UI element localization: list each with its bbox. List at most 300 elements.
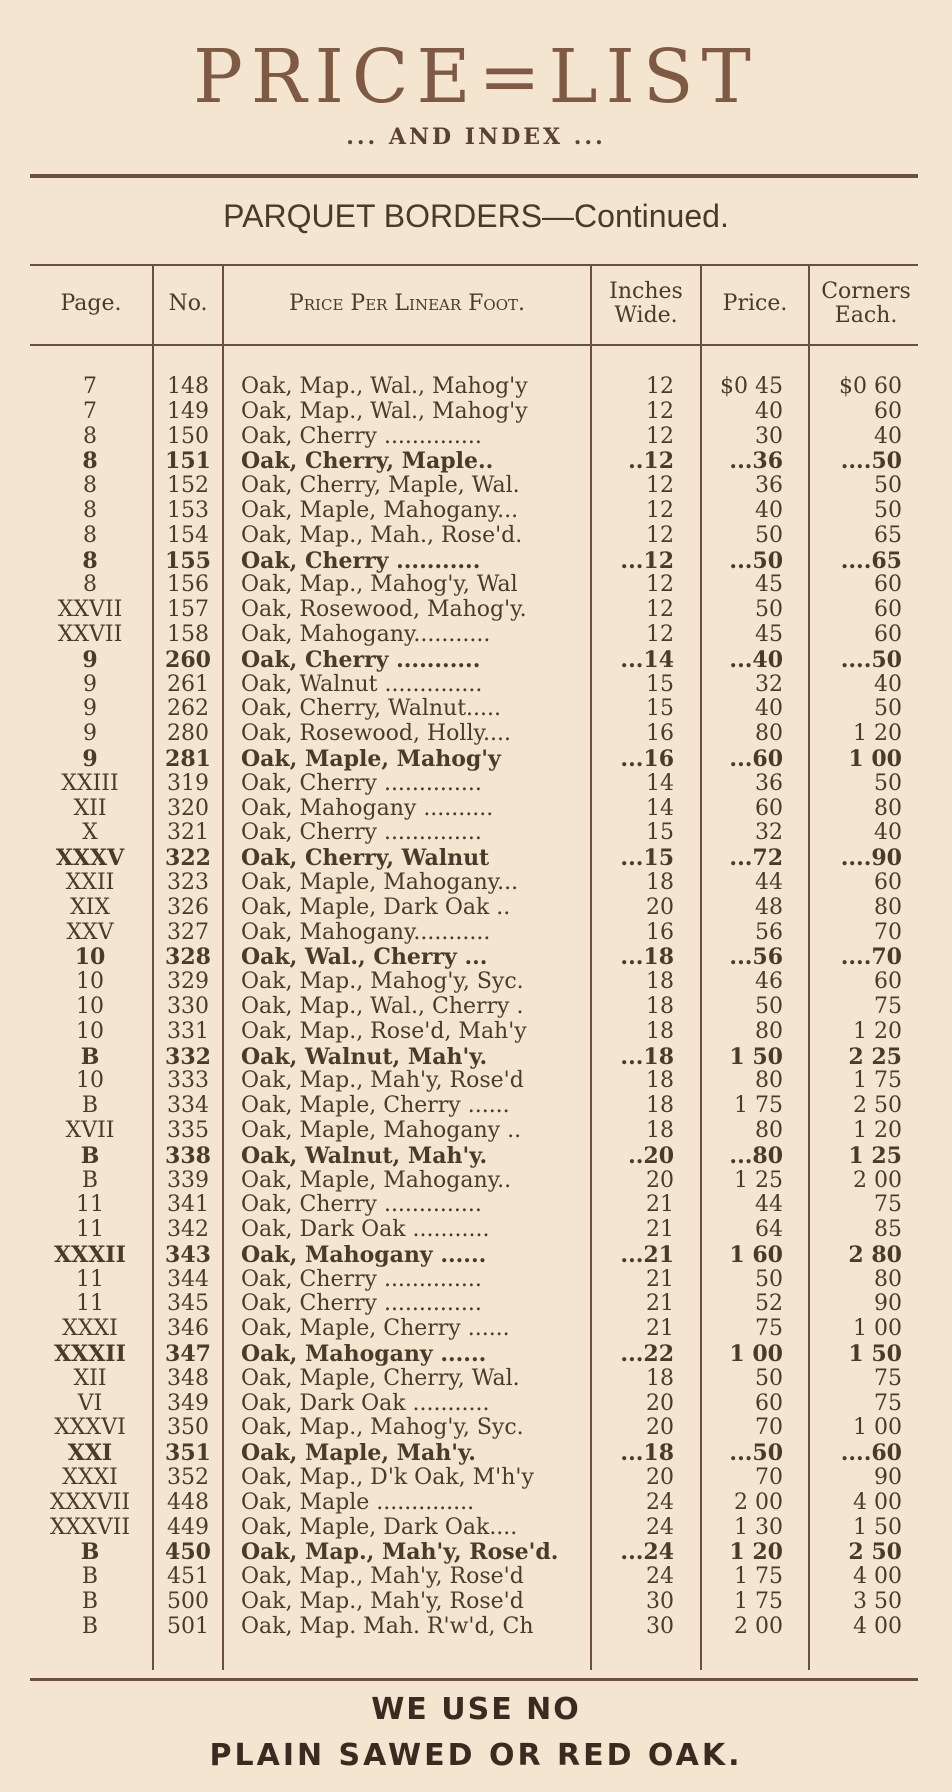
cell-price: 1 60 (729, 1241, 783, 1268)
cell-number: 158 (167, 621, 209, 647)
cell-corners: 75 (874, 1192, 902, 1218)
cell-price: 60 (755, 795, 783, 821)
cell-number: 451 (167, 1564, 209, 1590)
table-row (0, 1392, 952, 1417)
cell-description: Oak, Dark Oak ........... (241, 1218, 490, 1243)
cell-number: 154 (167, 522, 209, 548)
cell-number: 344 (167, 1266, 209, 1292)
cell-number: 281 (165, 745, 211, 772)
cell-corners: ....50 (840, 646, 902, 673)
cell-page: XXV (66, 919, 114, 945)
table-row (0, 1441, 952, 1466)
page-title: PRICE=LIST (193, 34, 759, 120)
cell-number: 326 (167, 894, 209, 920)
cell-price: 50 (755, 597, 783, 623)
cell-price: 2 00 (734, 1489, 783, 1515)
cell-inches: 16 (646, 721, 674, 747)
cell-price: 44 (755, 869, 783, 895)
cell-price: 1 75 (734, 1564, 783, 1590)
cell-inches: 18 (646, 969, 674, 995)
cell-description: Oak, Wal., Cherry ... (241, 945, 488, 971)
cell-corners: 90 (874, 1291, 902, 1317)
column-header-description: Price Per Linear Foot. (288, 291, 526, 316)
cell-description: Oak, Cherry .............. (241, 1292, 482, 1317)
cell-corners: 60 (874, 869, 902, 895)
cell-number: 148 (167, 374, 209, 399)
table-row (0, 375, 952, 400)
table-row (0, 524, 952, 549)
cell-description: Oak, Map., Mahog'y, Wal (241, 573, 518, 598)
cell-price: 45 (755, 572, 783, 598)
cell-number: 342 (167, 1217, 209, 1243)
cell-description: Oak, Map., Rose'd, Mah'y (241, 1019, 527, 1044)
cell-corners: ....90 (840, 845, 902, 872)
cell-number: 334 (167, 1093, 209, 1119)
column-header-price: Price. (722, 291, 788, 316)
cell-number: 448 (167, 1489, 209, 1515)
table-top-rule (30, 264, 918, 266)
table-row (0, 995, 952, 1020)
cell-inches: ..20 (628, 1142, 674, 1169)
cell-inches: 20 (646, 1415, 674, 1441)
cell-corners: 90 (874, 1465, 902, 1491)
cell-page: 8 (83, 497, 97, 523)
cell-corners: 2 00 (853, 1167, 902, 1193)
table-row (0, 1119, 952, 1144)
table-row (0, 549, 952, 574)
cell-price: 1 25 (734, 1167, 783, 1193)
cell-inches: 20 (646, 894, 674, 920)
cell-price: 80 (755, 1068, 783, 1094)
cell-description: Oak, Dark Oak ........... (241, 1391, 490, 1416)
cell-corners: 80 (874, 894, 902, 920)
cell-inches: ...16 (620, 745, 674, 772)
cell-price: ...56 (729, 944, 783, 971)
cell-description: Oak, Maple, Dark Oak.... (241, 1515, 518, 1540)
cell-number: 350 (167, 1415, 209, 1441)
cell-page: XXXVI (54, 1415, 126, 1441)
cell-page: XXII (65, 869, 115, 895)
cell-page: 10 (76, 993, 104, 1019)
cell-description: Oak, Cherry, Walnut (241, 846, 490, 871)
cell-description: Oak, Map., Wal., Cherry . (241, 994, 524, 1019)
cell-page: XII (73, 795, 107, 821)
cell-inches: 12 (646, 597, 674, 623)
cell-description: Oak, Cherry .............. (241, 1267, 482, 1292)
cell-inches: 24 (646, 1489, 674, 1515)
cell-page: XXVII (57, 621, 123, 647)
cell-number: 339 (167, 1167, 209, 1193)
cell-description: Oak, Mahogany ...... (241, 1342, 487, 1367)
cell-corners: 1 50 (853, 1514, 902, 1540)
cell-description: Oak, Maple, Mahogany... (241, 498, 519, 523)
column-header-inches (592, 280, 700, 328)
cell-description: Oak, Map., D'k Oak, M'h'y (241, 1466, 534, 1491)
cell-number: 152 (167, 473, 209, 499)
section-title: PARQUET BORDERS—Continued. (223, 198, 729, 234)
cell-inches: 18 (646, 1117, 674, 1143)
cell-page: XXVII (57, 597, 123, 623)
cell-corners: 60 (874, 398, 902, 424)
cell-price: 50 (755, 522, 783, 548)
cell-description: Oak, Map., Mah., Rose'd. (241, 523, 523, 548)
cell-inches: 12 (646, 423, 674, 449)
cell-inches: 21 (646, 1291, 674, 1317)
table-row (0, 772, 952, 797)
cell-inches: 21 (646, 1192, 674, 1218)
cell-description: Oak, Walnut .............. (241, 672, 483, 697)
cell-inches: 12 (646, 522, 674, 548)
cell-page: B (81, 1167, 99, 1193)
cell-corners: 40 (874, 423, 902, 449)
cell-inches: ...15 (620, 845, 674, 872)
table-row (0, 1540, 952, 1565)
cell-number: 322 (165, 845, 211, 872)
cell-price: 48 (755, 894, 783, 920)
cell-price: ...40 (729, 646, 783, 673)
cell-description: Oak, Cherry .............. (241, 771, 482, 796)
cell-description: Oak, Maple, Cherry ...... (241, 1094, 510, 1119)
cell-corners: ....70 (840, 944, 902, 971)
cell-inches: 30 (646, 1589, 674, 1615)
cell-description: Oak, Map., Mah'y, Rose'd. (241, 1540, 559, 1566)
cell-price: 40 (755, 398, 783, 424)
cell-price: 50 (755, 1365, 783, 1391)
cell-description: Oak, Maple, Mahogany.. (241, 1168, 512, 1193)
cell-number: 351 (165, 1440, 211, 1467)
cell-price: 40 (755, 696, 783, 722)
cell-inches: 12 (646, 473, 674, 499)
cell-description: Oak, Walnut, Mah'y. (241, 1143, 488, 1169)
table-row (0, 1169, 952, 1194)
column-header-page: Page. (60, 291, 122, 316)
cell-description: Oak, Cherry .............. (241, 424, 482, 449)
cell-number: 346 (167, 1316, 209, 1342)
cell-page: 11 (76, 1266, 104, 1292)
cell-description: Oak, Cherry ........... (241, 647, 481, 673)
cell-inches: 14 (646, 795, 674, 821)
cell-description: Oak, Rosewood, Holly.... (241, 722, 511, 747)
cell-price: ...50 (729, 1440, 783, 1467)
table-row (0, 1144, 952, 1169)
cell-corners: ....65 (840, 547, 902, 574)
cell-inches: 18 (646, 1068, 674, 1094)
cell-inches: ...22 (620, 1341, 674, 1368)
cell-price: 1 20 (729, 1539, 783, 1566)
cell-description: Oak, Cherry ........... (241, 548, 481, 574)
cell-corners: 50 (874, 473, 902, 499)
table-row (0, 1491, 952, 1516)
cell-number: 327 (167, 919, 209, 945)
table-row (0, 1292, 952, 1317)
cell-inches: ...18 (620, 1440, 674, 1467)
cell-corners: 80 (874, 795, 902, 821)
cell-corners: 4 00 (853, 1613, 902, 1639)
cell-corners: 60 (874, 572, 902, 598)
cell-page: XXIII (61, 770, 119, 796)
cell-page: 10 (76, 1068, 104, 1094)
cell-number: 149 (167, 398, 209, 424)
table-row (0, 474, 952, 499)
cell-price: 1 00 (729, 1341, 783, 1368)
table-row (0, 1590, 952, 1615)
cell-corners: 1 25 (848, 1142, 902, 1169)
cell-price: 50 (755, 993, 783, 1019)
cell-corners: 1 50 (848, 1341, 902, 1368)
cell-page: 10 (74, 944, 106, 971)
cell-number: 501 (167, 1613, 209, 1639)
cell-page: 9 (83, 721, 97, 747)
cell-corners: 60 (874, 597, 902, 623)
cell-page: 9 (82, 646, 98, 673)
cell-inches: 18 (646, 1365, 674, 1391)
table-row (0, 1342, 952, 1367)
cell-number: 349 (167, 1390, 209, 1416)
cell-corners: 2 50 (848, 1539, 902, 1566)
cell-page: 10 (76, 1018, 104, 1044)
cell-inches: 21 (646, 1266, 674, 1292)
cell-description: Oak, Maple, Mahogany .. (241, 1118, 522, 1143)
cell-corners: 1 00 (853, 1316, 902, 1342)
cell-inches: 18 (646, 869, 674, 895)
table-row (0, 648, 952, 673)
cell-corners: 2 25 (848, 1043, 902, 1070)
cell-price: 80 (755, 1018, 783, 1044)
cell-page: B (81, 1564, 99, 1590)
table-row (0, 1094, 952, 1119)
cell-price: 60 (755, 1390, 783, 1416)
table-row (0, 1218, 952, 1243)
cell-number: 328 (165, 944, 211, 971)
cell-price: ...80 (729, 1142, 783, 1169)
cell-number: 330 (167, 993, 209, 1019)
cell-number: 319 (167, 770, 209, 796)
cell-price: 75 (755, 1316, 783, 1342)
cell-number: 157 (167, 597, 209, 623)
table-row (0, 1416, 952, 1441)
cell-corners: 40 (874, 820, 902, 846)
cell-description: Oak, Cherry, Maple, Wal. (241, 474, 520, 499)
cell-price: 1 50 (729, 1043, 783, 1070)
price-table-body (0, 375, 952, 1640)
cell-page: B (80, 1043, 100, 1070)
column-header-corners-line2: Each. (834, 303, 898, 328)
cell-description: Oak, Maple, Cherry, Wal. (241, 1366, 520, 1391)
cell-number: 151 (165, 448, 211, 475)
cell-page: 9 (83, 671, 97, 697)
cell-corners: 2 80 (848, 1241, 902, 1268)
table-row (0, 1268, 952, 1293)
table-row (0, 598, 952, 623)
column-header-inches-line1: Inches (609, 279, 683, 304)
cell-price: 2 00 (734, 1613, 783, 1639)
cell-description: Oak, Map., Mahog'y, Syc. (241, 970, 524, 995)
cell-inches: ...21 (620, 1241, 674, 1268)
cell-page: 7 (83, 398, 97, 424)
cell-number: 155 (165, 547, 211, 574)
cell-inches: ...24 (620, 1539, 674, 1566)
cell-description: Oak, Mahogany........... (241, 622, 491, 647)
cell-inches: ...18 (620, 944, 674, 971)
cell-inches: ...12 (620, 547, 674, 574)
cell-corners: 1 00 (853, 1415, 902, 1441)
cell-price: 40 (755, 497, 783, 523)
cell-corners: 60 (874, 969, 902, 995)
cell-description: Oak, Cherry .............. (241, 1193, 482, 1218)
cell-price: $0 45 (720, 374, 783, 399)
cell-corners: 75 (874, 1365, 902, 1391)
table-bottom-rule (30, 1678, 918, 1681)
cell-inches: ..12 (628, 448, 674, 475)
cell-description: Oak, Cherry, Maple.. (241, 449, 494, 475)
table-row (0, 871, 952, 896)
table-row (0, 1193, 952, 1218)
cell-number: 280 (167, 721, 209, 747)
table-row (0, 970, 952, 995)
cell-description: Oak, Mahogany .......... (241, 796, 494, 821)
cell-inches: 20 (646, 1390, 674, 1416)
cell-page: 8 (82, 448, 98, 475)
cell-price: 64 (755, 1217, 783, 1243)
cell-page: 11 (76, 1217, 104, 1243)
cell-number: 500 (167, 1589, 209, 1615)
cell-corners: 1 20 (853, 721, 902, 747)
footer-line-2: PLAIN SAWED OR RED OAK. (209, 1738, 743, 1773)
cell-corners: 4 00 (853, 1489, 902, 1515)
cell-number: 329 (167, 969, 209, 995)
table-row (0, 1466, 952, 1491)
cell-inches: 18 (646, 1093, 674, 1119)
cell-page: X (82, 820, 98, 846)
cell-number: 323 (167, 869, 209, 895)
cell-page: VI (77, 1390, 103, 1416)
cell-page: 11 (76, 1192, 104, 1218)
cell-price: 56 (755, 919, 783, 945)
cell-corners: 40 (874, 671, 902, 697)
cell-price: 32 (755, 820, 783, 846)
cell-price: 70 (755, 1465, 783, 1491)
table-row (0, 846, 952, 871)
cell-corners: 70 (874, 919, 902, 945)
cell-page: B (81, 1589, 99, 1615)
cell-price: 50 (755, 1266, 783, 1292)
cell-description: Oak, Map., Wal., Mahog'y (241, 375, 528, 399)
cell-inches: 15 (646, 820, 674, 846)
cell-description: Oak, Maple, Mahogany... (241, 870, 519, 895)
table-row (0, 1367, 952, 1392)
cell-inches: 12 (646, 621, 674, 647)
cell-corners: 80 (874, 1266, 902, 1292)
cell-number: 347 (165, 1341, 211, 1368)
table-row (0, 921, 952, 946)
cell-description: Oak, Map., Wal., Mahog'y (241, 399, 528, 424)
table-row (0, 1615, 952, 1640)
cell-number: 345 (167, 1291, 209, 1317)
cell-price: 70 (755, 1415, 783, 1441)
cell-number: 352 (167, 1465, 209, 1491)
cell-number: 150 (167, 423, 209, 449)
cell-page: XXXV (55, 845, 125, 872)
cell-number: 321 (167, 820, 209, 846)
cell-page: 8 (82, 547, 98, 574)
cell-inches: 18 (646, 1018, 674, 1044)
cell-description: Oak, Map. Mah. R'w'd, Ch (241, 1614, 534, 1639)
cell-corners: $0 60 (839, 374, 902, 399)
cell-inches: ...18 (620, 1043, 674, 1070)
cell-page: XXXII (54, 1241, 126, 1268)
page-subtitle: ... AND INDEX ... (346, 124, 606, 150)
cell-inches: 24 (646, 1514, 674, 1540)
cell-inches: 24 (646, 1564, 674, 1590)
cell-page: XXXI (62, 1316, 118, 1342)
cell-corners: 3 50 (853, 1589, 902, 1615)
cell-description: Oak, Maple .............. (241, 1490, 475, 1515)
cell-page: 11 (76, 1291, 104, 1317)
top-rule (30, 174, 918, 178)
cell-corners: 65 (874, 522, 902, 548)
cell-inches: 21 (646, 1316, 674, 1342)
cell-description: Oak, Rosewood, Mahog'y. (241, 598, 527, 623)
cell-price: 30 (755, 423, 783, 449)
cell-page: XXXVII (49, 1514, 131, 1540)
cell-number: 338 (165, 1142, 211, 1169)
cell-corners: 60 (874, 621, 902, 647)
table-row (0, 697, 952, 722)
cell-page: 7 (83, 374, 97, 399)
cell-number: 335 (167, 1117, 209, 1143)
cell-page: B (81, 1093, 99, 1119)
table-row (0, 400, 952, 425)
cell-number: 156 (167, 572, 209, 598)
cell-price: 52 (755, 1291, 783, 1317)
cell-corners: 50 (874, 497, 902, 523)
cell-page: 9 (83, 696, 97, 722)
cell-page: 8 (83, 522, 97, 548)
table-row (0, 896, 952, 921)
table-row (0, 821, 952, 846)
column-header-corners (810, 280, 922, 328)
cell-inches: 12 (646, 572, 674, 598)
table-row (0, 425, 952, 450)
cell-description: Oak, Mahogany........... (241, 920, 491, 945)
cell-description: Oak, Map., Mah'y, Rose'd (241, 1565, 524, 1590)
cell-inches: 18 (646, 993, 674, 1019)
table-row (0, 1045, 952, 1070)
cell-description: Oak, Maple, Mahog'y (241, 746, 501, 772)
cell-page: B (81, 1613, 99, 1639)
cell-inches: 20 (646, 1465, 674, 1491)
cell-price: 45 (755, 621, 783, 647)
cell-page: XXXII (54, 1341, 126, 1368)
cell-price: 32 (755, 671, 783, 697)
cell-number: 262 (167, 696, 209, 722)
cell-page: XII (73, 1365, 107, 1391)
cell-inches: 16 (646, 919, 674, 945)
cell-corners: 1 00 (848, 745, 902, 772)
cell-price: 1 75 (734, 1093, 783, 1119)
cell-corners: 50 (874, 696, 902, 722)
cell-price: ...50 (729, 547, 783, 574)
cell-inches: 30 (646, 1613, 674, 1639)
cell-page: B (80, 1142, 100, 1169)
cell-description: Oak, Map., Mah'y, Rose'd (241, 1069, 524, 1094)
cell-description: Oak, Maple, Dark Oak .. (241, 895, 511, 920)
cell-page: 8 (83, 423, 97, 449)
cell-description: Oak, Walnut, Mah'y. (241, 1044, 488, 1070)
cell-corners: ....50 (840, 448, 902, 475)
cell-number: 332 (165, 1043, 211, 1070)
cell-price: 44 (755, 1192, 783, 1218)
